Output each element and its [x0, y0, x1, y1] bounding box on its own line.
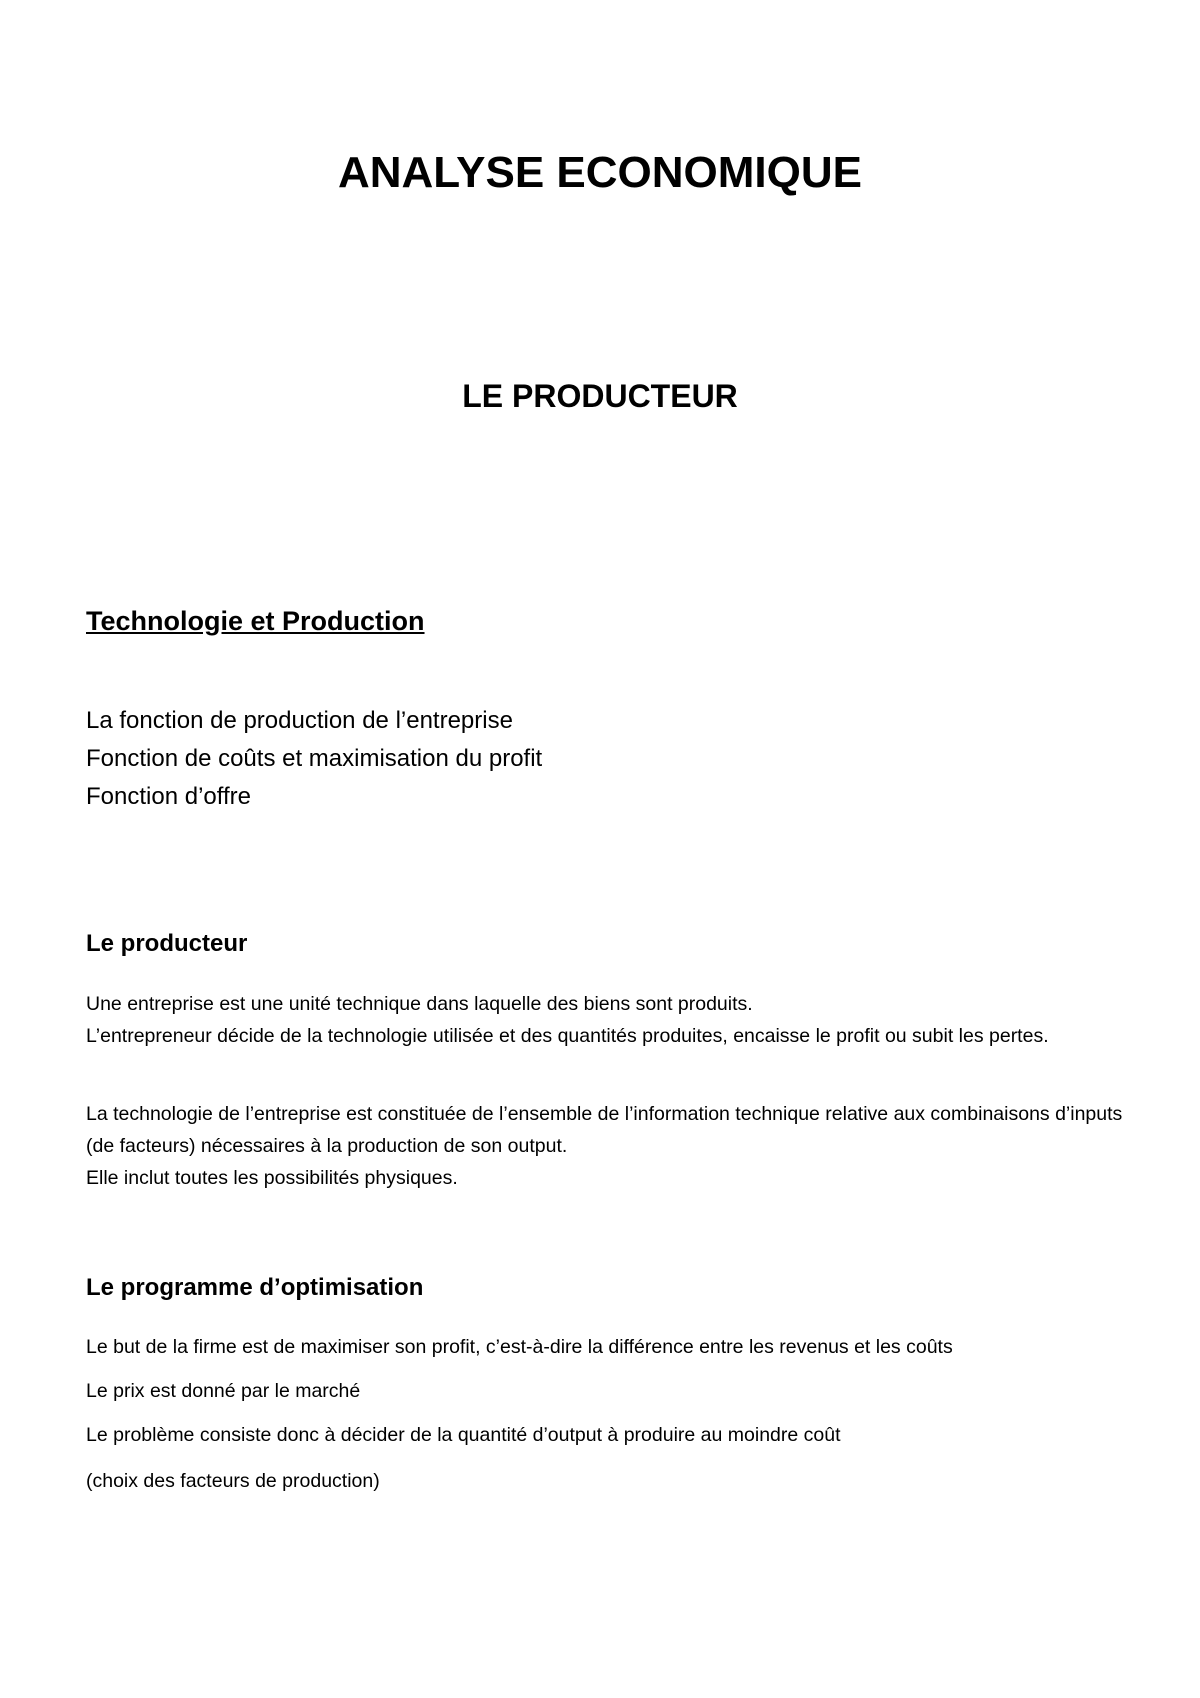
topic-list: [86, 702, 542, 816]
producteur-heading: Le producteur: [86, 930, 248, 957]
document-subtitle: LE PRODUCTEUR: [462, 378, 738, 414]
programme-line: Le prix est donné par le marché: [86, 1380, 361, 1402]
topic-item: La fonction de production de l’entreprise: [86, 707, 513, 734]
programme-line: Le problème consiste donc à décider de la quantité d’output à produire au moindre coût: [86, 1424, 841, 1446]
paragraph-line: L’entrepreneur décide de la technologie utilisée et des quantités produites, encaisse le profit ou subit les pertes.: [86, 1025, 1049, 1047]
programme-heading: Le programme d’optimisation: [86, 1274, 424, 1301]
programme-line: Le but de la firme est de maximiser son profit, c’est-à-dire la différence entre les revenus et les coûts: [86, 1336, 953, 1358]
topic-item: Fonction d’offre: [86, 783, 251, 810]
paragraph-line: La technologie de l’entreprise est constituée de l’ensemble de l’information technique relative aux combinaisons d’inputs (de facteurs) nécessaires à la production de son output.: [86, 1103, 1123, 1157]
paragraph-line: Elle inclut toutes les possibilités physiques.: [86, 1167, 458, 1189]
programme-line: (choix des facteurs de production): [86, 1470, 380, 1492]
paragraph-line: Une entreprise est une unité technique dans laquelle des biens sont produits.: [86, 993, 753, 1015]
document-title: ANALYSE ECONOMIQUE: [337, 148, 862, 197]
producteur-paragraph-2: [86, 1098, 1126, 1194]
topic-item: Fonction de coûts et maximisation du profit: [86, 745, 543, 772]
section-title: Technologie et Production: [86, 606, 425, 636]
producteur-paragraph-1: [86, 988, 1126, 1052]
